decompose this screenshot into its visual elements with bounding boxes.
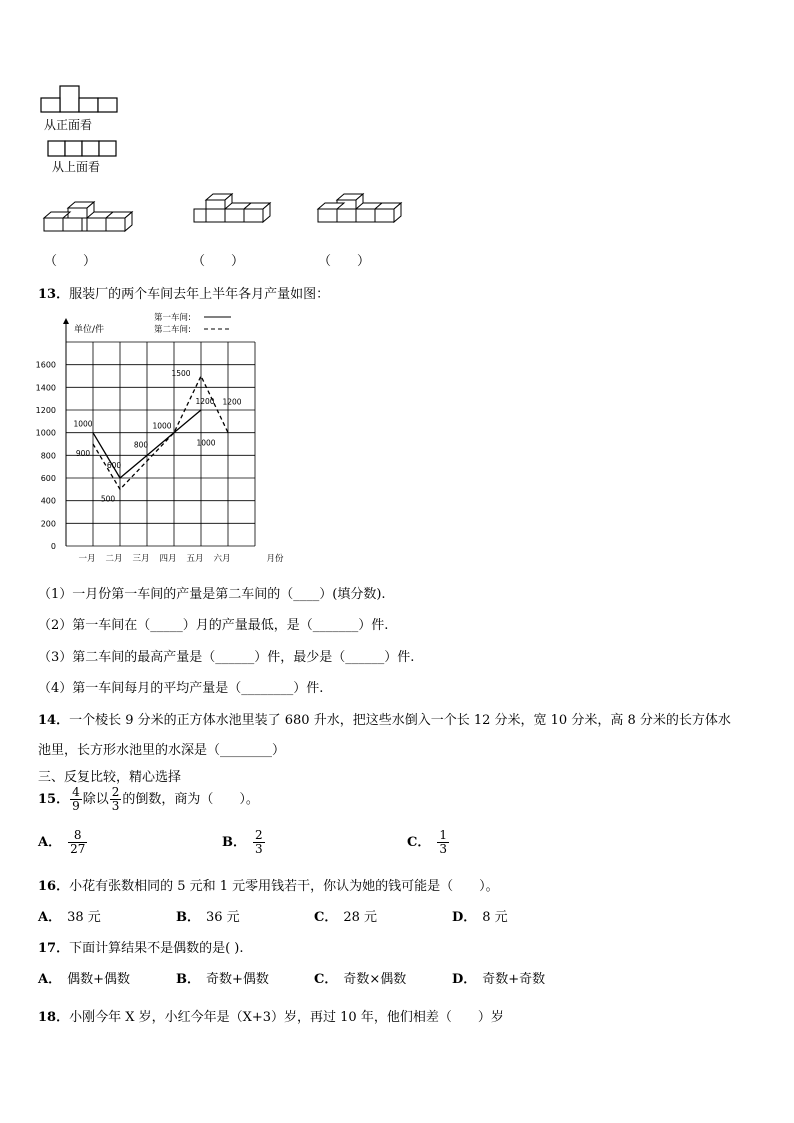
y-tick-label: 600 <box>40 474 56 483</box>
data-label: 600 <box>106 461 122 470</box>
q18-text: 小刚今年 X 岁，小红今年是（X+3）岁，再过 10 年，他们相差（ ）岁 <box>69 1010 504 1025</box>
legend-label: 第二车间: <box>154 325 191 335</box>
y-tick-label: 200 <box>40 519 56 529</box>
y-tick-label: 800 <box>40 451 56 461</box>
q13-heading <box>38 283 329 302</box>
q17-option-d[interactable]: D． 奇数+奇数 <box>452 972 546 987</box>
q15-number: 15． <box>38 792 70 807</box>
answer-paren-2[interactable]: （ ） <box>192 254 245 269</box>
y-tick-label: 1200 <box>36 406 56 415</box>
y-tick-label: 1400 <box>36 383 56 393</box>
data-label: 500 <box>100 494 116 504</box>
q17-option-b[interactable]: B． 奇数+偶数 <box>176 972 269 987</box>
q13-sub-3: （3）第二车间的最高产量是（______）件，最少是（______）件. <box>38 650 415 665</box>
q16-option-b[interactable]: B． 36 元 <box>176 910 240 925</box>
x-tick-label: 六月 <box>213 554 231 564</box>
front-view-figure <box>38 84 122 116</box>
x-tick-label: 三月 <box>132 554 150 564</box>
data-label: 1500 <box>171 369 191 378</box>
q18-stem <box>38 1006 504 1025</box>
y-tick-label: 1000 <box>36 428 56 438</box>
q15-option-c[interactable]: C． $\frac{1}{3}$ <box>407 828 447 856</box>
x-tick-label: 四月 <box>159 554 177 564</box>
q14-number: 14． <box>38 713 70 728</box>
q15-mid: 除以 <box>82 792 109 807</box>
q15-fraction-a: $\frac{4}{9}$ <box>72 785 80 813</box>
x-tick-label: 五月 <box>186 554 204 564</box>
block-figure-3 <box>313 190 407 226</box>
q13-number: 13． <box>38 287 70 302</box>
data-label: 1200 <box>222 397 242 407</box>
q16-option-d[interactable]: D． 8 元 <box>452 910 508 925</box>
q17-stem <box>38 937 244 956</box>
q16-option-a[interactable]: A． 38 元 <box>38 910 101 925</box>
q13-text: 服装厂的两个车间去年上半年各月产量如图： <box>69 287 330 302</box>
y-tick-label: 0 <box>50 542 56 551</box>
block-figure-1 <box>40 196 136 236</box>
q16-text: 小花有张数相同的 5 元和 1 元零用钱若干，你认为她的钱可能是（ ）。 <box>69 879 499 894</box>
front-view-caption: 从正面看 <box>44 118 93 132</box>
x-axis-label: 月份 <box>266 554 284 564</box>
top-view-caption: 从上面看 <box>52 160 101 174</box>
answer-paren-3[interactable]: （ ） <box>318 254 371 269</box>
x-tick-label: 二月 <box>105 554 123 564</box>
q14-text-1: 一个棱长 9 分米的正方体水池里装了 680 升水，把这些水倒入一个长 12 分米，宽 10 分米，高 8 分米的长方体水 <box>69 713 731 728</box>
production-line-chart <box>36 310 286 570</box>
q15-option-a[interactable]: A． $\frac{8}{27}$ <box>38 828 86 856</box>
section-3-title: 三、反复比较，精心选择 <box>38 770 182 785</box>
answer-paren-1[interactable]: （ ） <box>44 254 97 269</box>
q13-sub-1: （1）一月份第一车间的产量是第二车间的（____）(填分数). <box>38 587 386 602</box>
q15-fraction-b: $\frac{2}{3}$ <box>111 785 120 813</box>
y-tick-label: 1600 <box>36 360 56 370</box>
x-tick-label: 一月 <box>78 554 96 564</box>
data-label: 1200 <box>195 397 215 406</box>
data-label: 900 <box>75 449 91 458</box>
q17-text: 下面计算结果不是偶数的是( ). <box>69 941 244 956</box>
top-view-figure <box>46 139 122 159</box>
q13-sub-2: （2）第一车间在（_____）月的产量最低，是（_______）件. <box>38 618 389 633</box>
q15-tail: 的倒数，商为（ ）。 <box>122 792 259 807</box>
y-tick-label: 400 <box>40 496 56 506</box>
q13-sub-4: （4）第一车间每月的平均产量是（________）件. <box>38 681 324 696</box>
y-axis-arrow <box>63 318 69 324</box>
q17-option-a[interactable]: A． 偶数+偶数 <box>38 972 130 987</box>
q17-option-c[interactable]: C． 奇数×偶数 <box>314 972 407 987</box>
data-label: 1000 <box>73 419 93 429</box>
q15-option-b[interactable]: B． $\frac{2}{3}$ <box>222 828 263 856</box>
q16-number: 16． <box>38 879 70 894</box>
q14-line-1 <box>38 709 731 728</box>
q18-number: 18． <box>38 1010 70 1025</box>
block-figure-2 <box>190 190 276 226</box>
q16-stem <box>38 875 499 894</box>
legend-label: 第一车间: <box>154 313 191 323</box>
data-label: 1000 <box>196 438 216 448</box>
q15-stem <box>38 786 259 813</box>
data-label: 1000 <box>152 421 172 431</box>
data-label: 800 <box>133 440 149 450</box>
q17-number: 17． <box>38 941 70 956</box>
y-axis-label: 单位/件 <box>74 325 105 335</box>
q14-line-2: 池里，长方形水池里的水深是（________） <box>38 743 286 758</box>
q16-option-c[interactable]: C． 28 元 <box>314 910 378 925</box>
